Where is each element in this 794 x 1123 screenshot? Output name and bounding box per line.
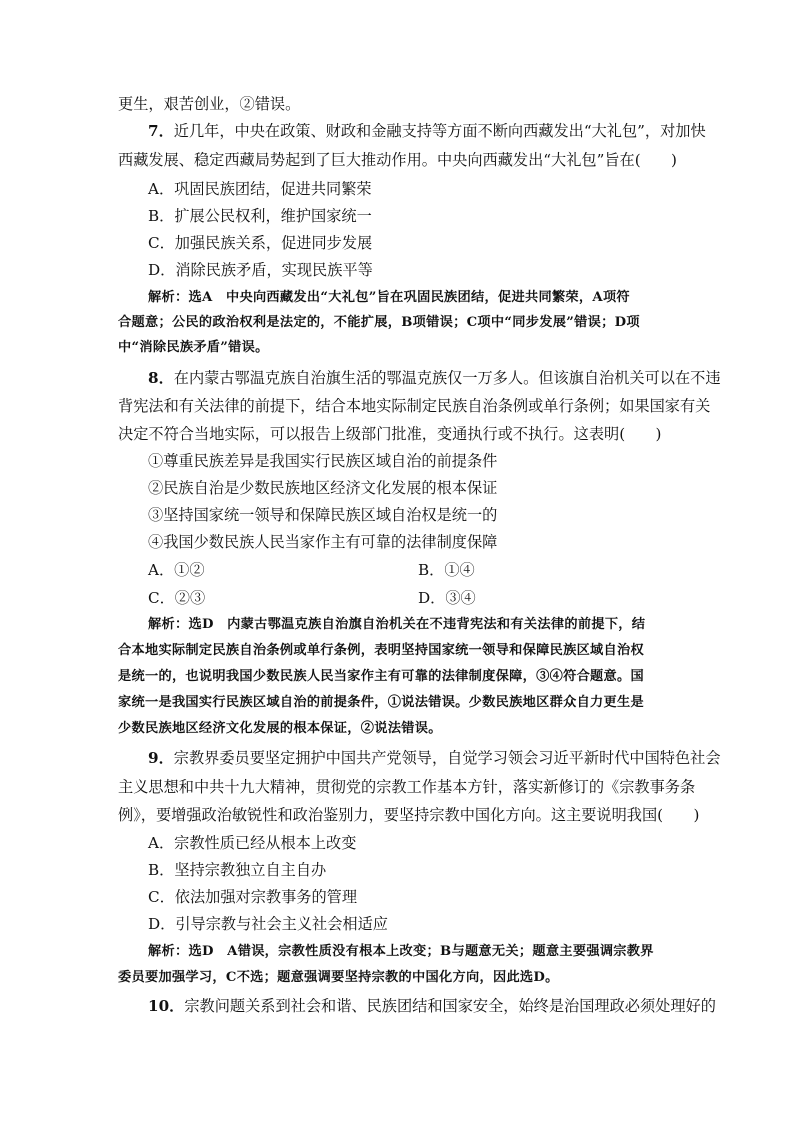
q8-option-c: C．②③ (148, 589, 206, 607)
q7-option-b: B．扩展公民权利，维护国家统一 (148, 207, 372, 225)
q8-statement-2: ②民族自治是少数民族地区经济文化发展的根本保证 (148, 479, 498, 497)
q7-option-a: A．巩固民族团结，促进共同繁荣 (148, 180, 372, 198)
q8-explanation-line-1: 解析：选D 内蒙古鄂温克族自治旗自治机关在不违背宪法和有关法律的前提下，结 (148, 617, 646, 632)
q8-explanation-line-3: 是统一的，也说明我国少数民族人民当家作主有可靠的法律制度保障，③④符合题意。国 (118, 669, 645, 684)
q10-number: 10． (148, 997, 185, 1015)
q8-statement-3: ③坚持国家统一领导和保障民族区域自治权是统一的 (148, 506, 498, 524)
q7-stem-line-2: 西藏发展、稳定西藏局势起到了巨大推动作用。中央向西藏发出“大礼包”旨在( ) (118, 151, 677, 169)
q9-option-a: A．宗教性质已经从根本上改变 (148, 834, 357, 852)
q8-statement-1: ①尊重民族差异是我国实行民族区域自治的前提条件 (148, 452, 498, 470)
q9-option-d: D．引导宗教与社会主义社会相适应 (148, 915, 388, 933)
q7-stem-line-1: 7．近几年，中央在政策、财政和金融支持等方面不断向西藏发出“大礼包”，对加快 (148, 122, 706, 140)
q9-explanation-line-1: 解析：选D A错误，宗教性质没有根本上改变；B与题意无关；题意主要强调宗教界 (148, 944, 654, 959)
q7-option-c: C．加强民族关系，促进同步发展 (148, 234, 373, 252)
q8-statement-4: ④我国少数民族人民当家作主有可靠的法律制度保障 (148, 533, 498, 551)
previous-answer-tail: 更生，艰苦创业，②错误。 (118, 95, 301, 113)
q8-number: 8． (148, 369, 174, 387)
q7-explanation-line-2: 合题意；公民的政治权利是法定的，不能扩展，B项错误；C项中“同步发展”错误；D项 (118, 315, 640, 330)
q10-stem-line-1: 10．宗教问题关系到社会和谐、民族团结和国家安全，始终是治国理政必须处理好的 (148, 997, 716, 1015)
q8-stem-line-1: 8．在内蒙古鄂温克族自治旗生活的鄂温克族仅一万多人。但该旗自治机关可以在不违 (148, 369, 721, 387)
q7-number: 7． (148, 122, 174, 140)
q9-stem-line-2: 主义思想和中共十九大精神，贯彻党的宗教工作基本方针，落实新修订的《宗教事务条 (118, 778, 696, 796)
q8-option-a: A．①② (148, 561, 205, 579)
q7-option-d: D．消除民族矛盾，实现民族平等 (148, 261, 373, 279)
q8-stem-line-2: 背宪法和有关法律的前提下，结合本地实际制定民族自治条例或单行条例；如果国家有关 (118, 397, 711, 415)
q8-option-d: D．③④ (418, 589, 476, 607)
q9-option-b: B．坚持宗教独立自主自办 (148, 861, 327, 879)
q9-explanation-line-2: 委员要加强学习，C不选；题意强调要坚持宗教的中国化方向，因此选D。 (118, 970, 559, 985)
q8-stem-line-3: 决定不符合当地实际，可以报告上级部门批准，变通执行或不执行。这表明( ) (118, 425, 662, 443)
q8-explanation-line-5: 少数民族地区经济文化发展的根本保证，②说法错误。 (118, 721, 442, 736)
q7-explanation-line-1: 解析：选A 中央向西藏发出“大礼包”旨在巩固民族团结，促进共同繁荣，A项符 (148, 290, 630, 305)
q7-explanation-line-3: 中“消除民族矛盾”错误。 (118, 340, 269, 355)
q9-option-c: C．依法加强对宗教事务的管理 (148, 888, 358, 906)
q8-explanation-line-4: 家统一是我国实行民族区域自治的前提条件，①说法错误。少数民族地区群众自力更生是 (118, 695, 645, 710)
q8-explanation-line-2: 合本地实际制定民族自治条例或单行条例，表明坚持国家统一领导和保障民族区域自治权 (118, 643, 645, 658)
q9-stem-line-1: 9．宗教界委员要坚定拥护中国共产党领导，自觉学习领会习近平新时代中国特色社会 (148, 749, 721, 767)
q9-stem-line-3: 例》，要增强政治敏锐性和政治鉴别力，要坚持宗教中国化方向。这主要说明我国( ) (118, 806, 700, 824)
q9-number: 9． (148, 749, 174, 767)
q8-option-b: B．①④ (418, 561, 475, 579)
